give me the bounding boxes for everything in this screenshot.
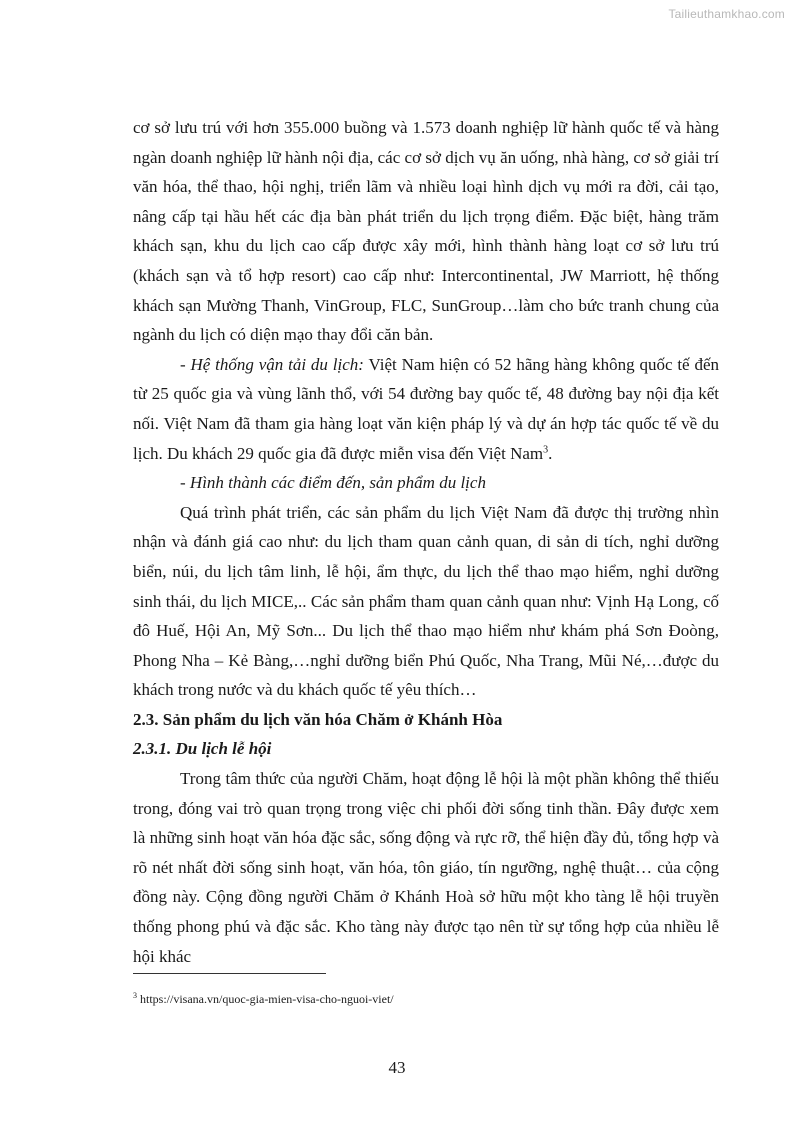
- paragraph-accommodation: cơ sở lưu trú với hơn 355.000 buồng và 1.573 doanh nghiệp lữ hành quốc tế và hàng ngàn doanh nghiệp lữ hành nội địa, các cơ sở dịch vụ ăn uống, nhà hàng, cơ sở giải trí văn hóa, thể thao, hội nghị, triển lãm và nhiều loại hình dịch vụ mới ra đời, cải tạo, nâng cấp tại hầu hết các địa bàn phát triển du lịch trọng điểm. Đặc biệt, hàng trăm khách sạn, khu du lịch cao cấp được xây mới, hình thành hàng loạt cơ sở lưu trú (khách sạn và tổ hợp resort) cao cấp như: Intercontinental, JW Marriott, hệ thống khách sạn Mường Thanh, VinGroup, FLC, SunGroup…làm cho bức tranh chung của ngành du lịch có diện mạo thay đổi căn bản.: [133, 118, 719, 345]
- watermark: Tailieuthamkhao.com: [668, 7, 785, 21]
- transport-label: - Hệ thống vận tải du lịch:: [180, 354, 364, 374]
- footnote-ref[interactable]: 3: [543, 443, 549, 455]
- page-number: 43: [388, 1058, 406, 1077]
- transport-end: .: [548, 443, 553, 463]
- paragraph-festival: Trong tâm thức của người Chăm, hoạt động lễ hội là một phần không thể thiếu trong, đóng vai trò quan trọng trong việc chi phối đời sống tinh thần. Đây được xem là những sinh hoạt văn hóa đặc sắc, sống động và rực rỡ, thể hiện đầy đủ, tổng hợp và rõ nét nhất đời sống sinh hoạt, văn hóa, tôn giáo, tín ngưỡng, nghệ thuật… của cộng đồng này. Cộng đồng người Chăm ở Khánh Hoà sở hữu một kho tàng lễ hội truyền thống phong phú và đặc sắc. Kho tàng này được tạo nên từ sự tổng hợp của nhiều lễ hội khác: [133, 769, 719, 966]
- paragraph-products: Quá trình phát triển, các sản phẩm du lịch Việt Nam đã được thị trường nhìn nhận và đánh giá cao như: du lịch tham quan cảnh quan, di sản di tích, nghỉ dưỡng biển, núi, du lịch tâm linh, lễ hội, ẩm thực, du lịch thể thao mạo hiểm, nghỉ dưỡng sinh thái, du lịch MICE,.. Các sản phẩm tham quan cảnh quan như: Vịnh Hạ Long, cố đô Huế, Hội An, Mỹ Sơn... Du lịch thể thao mạo hiểm như khám phá Sơn Đoòng, Phong Nha – Kẻ Bàng,…nghỉ dưỡng biển Phú Quốc, Nha Trang, Mũi Né,…được du khách trong nước và du khách quốc tế yêu thích…: [133, 502, 719, 700]
- paragraph-transport: [133, 350, 719, 468]
- subsection-heading: 2.3.1. Du lịch lễ hội: [133, 739, 272, 759]
- transport-text: Việt Nam hiện có 52 hãng hàng không quốc tế đến từ 25 quốc gia và vùng lãnh thổ, với 54 đường bay quốc tế, 48 đường bay nội địa kết nối. Việt Nam đã tham gia hàng loạt văn kiện pháp lý và dự án hợp tác quốc tế về du lịch. Du khách 29 quốc gia đã được miễn visa đến Việt Nam: [133, 354, 719, 463]
- page-body: [133, 113, 719, 971]
- footnote: [133, 992, 394, 1006]
- paragraph-destinations-heading: - Hình thành các điểm đến, sản phẩm du lịch: [180, 473, 486, 493]
- section-heading: 2.3. Sản phẩm du lịch văn hóa Chăm ở Khánh Hòa: [133, 709, 503, 729]
- footnote-number: 3: [133, 991, 137, 1000]
- footnote-link[interactable]: https://visana.vn/quoc-gia-mien-visa-cho-nguoi-viet/: [137, 992, 394, 1006]
- footnote-divider: [133, 973, 326, 974]
